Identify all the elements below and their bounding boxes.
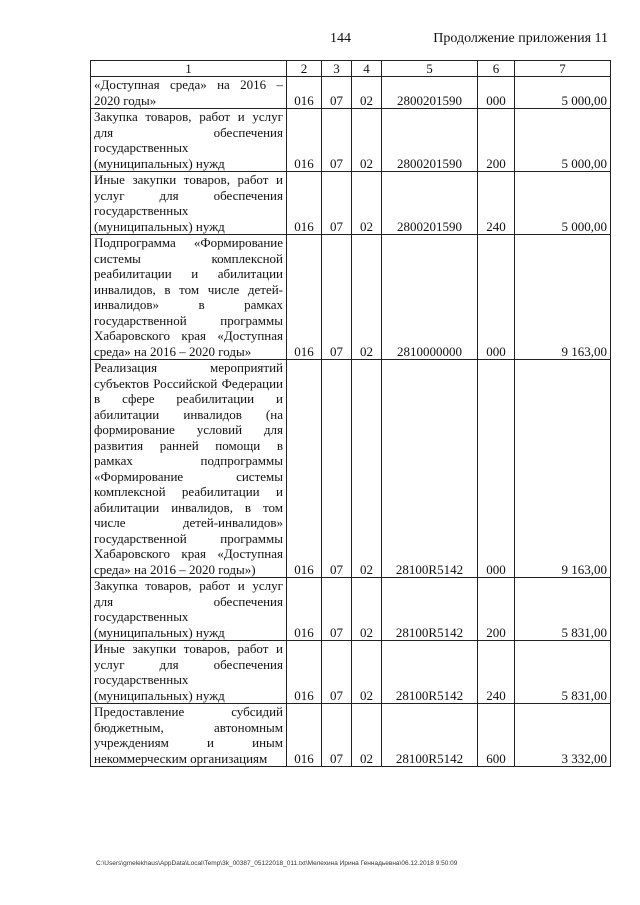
ministry-code: 016 (287, 172, 322, 235)
amount: 3 332,00 (515, 704, 611, 767)
table-row (91, 109, 611, 172)
amount: 9 163,00 (515, 235, 611, 360)
expense-type-code: 600 (478, 704, 515, 767)
subsection-code: 02 (352, 578, 382, 641)
ministry-code: 016 (287, 235, 322, 360)
expense-type-code: 000 (478, 77, 515, 109)
table-row (91, 360, 611, 578)
target-code: 28100R5142 (382, 641, 478, 704)
row-name: Реализация мероприятий субъектов Российской Федерации в сфере реабилитации и абилитации инвалидов (на формирование условий для развития ранней помощи в рамках подпрограммы «Формирование системы комплексной реабилитации и абилитации инвалидов, в том числе детей-инвалидов» государственной программы Хабаровского края «Доступная среда» на 2016 – 2020 годы») (91, 360, 287, 578)
column-number: 3 (322, 61, 352, 77)
row-name: Предоставление субсидий бюджетным, автономным учреждениям и иным некоммерческим организациям (91, 704, 287, 767)
row-name: Иные закупки товаров, работ и услуг для обеспечения государственных (муниципальных) нужд (91, 172, 287, 235)
subsection-code: 02 (352, 235, 382, 360)
table-row (91, 235, 611, 360)
expense-type-code: 200 (478, 109, 515, 172)
ministry-code: 016 (287, 704, 322, 767)
row-name: Иные закупки товаров, работ и услуг для обеспечения государственных (муниципальных) нужд (91, 641, 287, 704)
ministry-code: 016 (287, 109, 322, 172)
ministry-code: 016 (287, 360, 322, 578)
section-code: 07 (322, 641, 352, 704)
expense-type-code: 000 (478, 235, 515, 360)
amount: 5 000,00 (515, 172, 611, 235)
footer-file-path: C:\Users\gmelekhaus\AppData\Local\Temp\3k_00387_05122018_011.txt\Мелехина Ирина Геннадьевна\06.12.2018 9:50:09 (96, 860, 458, 867)
row-name: Закупка товаров, работ и услуг для обеспечения государственных (муниципальных) нужд (91, 578, 287, 641)
page-number: 144 (330, 31, 351, 46)
target-code: 2800201590 (382, 109, 478, 172)
section-code: 07 (322, 235, 352, 360)
row-name: Закупка товаров, работ и услуг для обеспечения государственных (муниципальных) нужд (91, 109, 287, 172)
expense-type-code: 240 (478, 641, 515, 704)
expense-type-code: 000 (478, 360, 515, 578)
section-code: 07 (322, 578, 352, 641)
amount: 5 831,00 (515, 578, 611, 641)
table-row (91, 578, 611, 641)
section-code: 07 (322, 77, 352, 109)
subsection-code: 02 (352, 77, 382, 109)
subsection-code: 02 (352, 704, 382, 767)
table-row (91, 77, 611, 109)
ministry-code: 016 (287, 641, 322, 704)
target-code: 28100R5142 (382, 578, 478, 641)
column-number-row (91, 61, 611, 77)
ministry-code: 016 (287, 578, 322, 641)
amount: 9 163,00 (515, 360, 611, 578)
column-number: 2 (287, 61, 322, 77)
subsection-code: 02 (352, 109, 382, 172)
table-row (91, 641, 611, 704)
row-name: «Доступная среда» на 2016 – 2020 годы» (91, 77, 287, 109)
section-code: 07 (322, 109, 352, 172)
row-name: Подпрограмма «Формирование системы комплексной реабилитации и абилитации инвалидов, в том числе детей-инвалидов» в рамках государственной программы Хабаровского края «Доступная среда» на 2016 – 2020 годы» (91, 235, 287, 360)
target-code: 28100R5142 (382, 704, 478, 767)
expense-type-code: 240 (478, 172, 515, 235)
amount: 5 831,00 (515, 641, 611, 704)
amount: 5 000,00 (515, 77, 611, 109)
budget-table (90, 60, 611, 767)
table-row (91, 172, 611, 235)
table-row (91, 704, 611, 767)
section-code: 07 (322, 704, 352, 767)
amount: 5 000,00 (515, 109, 611, 172)
section-code: 07 (322, 360, 352, 578)
column-number: 5 (382, 61, 478, 77)
running-title: Продолжение приложения 11 (433, 31, 608, 46)
target-code: 2810000000 (382, 235, 478, 360)
subsection-code: 02 (352, 360, 382, 578)
column-number: 7 (515, 61, 611, 77)
column-number: 6 (478, 61, 515, 77)
section-code: 07 (322, 172, 352, 235)
target-code: 2800201590 (382, 172, 478, 235)
column-number: 4 (352, 61, 382, 77)
expense-type-code: 200 (478, 578, 515, 641)
ministry-code: 016 (287, 77, 322, 109)
subsection-code: 02 (352, 641, 382, 704)
subsection-code: 02 (352, 172, 382, 235)
target-code: 2800201590 (382, 77, 478, 109)
column-number: 1 (91, 61, 287, 77)
target-code: 28100R5142 (382, 360, 478, 578)
